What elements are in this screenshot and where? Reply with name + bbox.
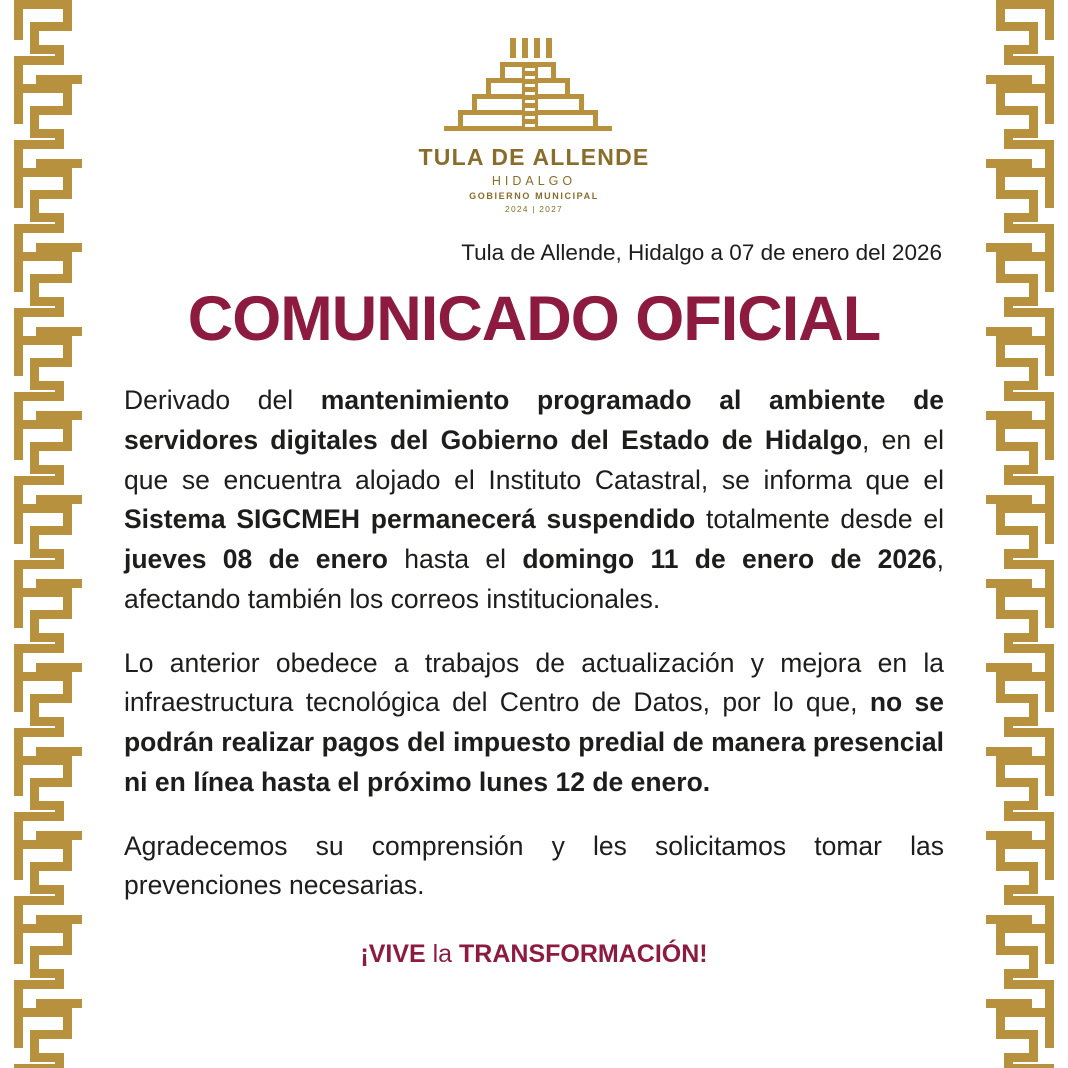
greca-motif [972, 672, 1068, 756]
logo-government: GOBIERNO MUNICIPAL [469, 191, 599, 201]
greca-motif [972, 252, 1068, 336]
text-run: mantenimiento programado al ambiente de servidores digitales del Gobierno del Estado de Hidalgo [124, 385, 944, 455]
document-body [96, 0, 972, 1068]
greca-motif [0, 672, 96, 756]
date-line: Tula de Allende, Hidalgo a 07 de enero del 2026 [461, 240, 942, 265]
text-run: , afectando también los correos institucionales. [124, 544, 945, 614]
greca-motif [0, 252, 96, 336]
paragraph-3 [124, 827, 944, 907]
greca-motif [972, 84, 1068, 168]
greca-motif [972, 1008, 1068, 1068]
greca-motif [0, 924, 96, 1008]
greca-motif [0, 588, 96, 672]
slogan-part3: TRANSFORMACIÓN! [459, 940, 708, 968]
greca-motif [972, 336, 1068, 420]
slogan-part1: ¡VIVE [360, 940, 426, 968]
municipal-logo [124, 34, 944, 214]
text-run: Agradecemos su comprensión y les solicitamos tomar las prevenciones necesarias. [124, 830, 944, 901]
logo-period: 2024 | 2027 [505, 204, 563, 214]
greca-motif [972, 0, 1068, 84]
text-run: totalmente desde el [695, 504, 944, 535]
text-run: hasta el [387, 544, 523, 574]
greca-motif [0, 1008, 96, 1068]
greca-motif [972, 168, 1068, 252]
greca-motif [0, 168, 96, 252]
logo-title: TULA DE ALLENDE [418, 144, 650, 170]
greca-motif [0, 336, 96, 420]
page-title: COMUNICADO OFICIAL [187, 284, 881, 354]
greca-motif [0, 504, 96, 588]
greca-motif [972, 588, 1068, 672]
greca-motif [0, 756, 96, 840]
text-run: , en el que se encuentra alojado el Instituto Catastral, se informa que el [124, 424, 944, 495]
greca-motif [972, 924, 1068, 1008]
logo-state: HIDALGO [491, 174, 577, 188]
announcement-text [124, 381, 944, 906]
decorative-border-right [972, 0, 1068, 1068]
greca-motif [972, 756, 1068, 840]
text-run: Sistema SIGCMEH permanecerá suspendido [124, 504, 696, 535]
slogan [124, 940, 944, 969]
greca-motif [0, 840, 96, 924]
paragraph-2 [124, 644, 944, 803]
pyramid-icon [434, 34, 634, 142]
paragraph-1 [124, 381, 944, 620]
greca-motif [972, 504, 1068, 588]
decorative-border-left [0, 0, 96, 1068]
slogan-part2: la [425, 940, 460, 968]
greca-motif [972, 840, 1068, 924]
greca-motif [972, 420, 1068, 504]
greca-motif [0, 420, 96, 504]
greca-motif [0, 84, 96, 168]
text-run: no se podrán realizar pagos del impuesto predial de manera presencial ni en línea hasta el próximo lunes 12 de enero. [124, 687, 944, 797]
greca-motif [0, 0, 96, 84]
text-run: Lo anterior obedece a trabajos de actualización y mejora en la infraestructura tecnológica del Centro de Datos, por lo que, [124, 647, 944, 718]
text-run: domingo 11 de enero de 2026 [522, 544, 937, 574]
text-run: jueves 08 de enero [124, 544, 388, 574]
text-run: Derivado del [124, 385, 321, 415]
